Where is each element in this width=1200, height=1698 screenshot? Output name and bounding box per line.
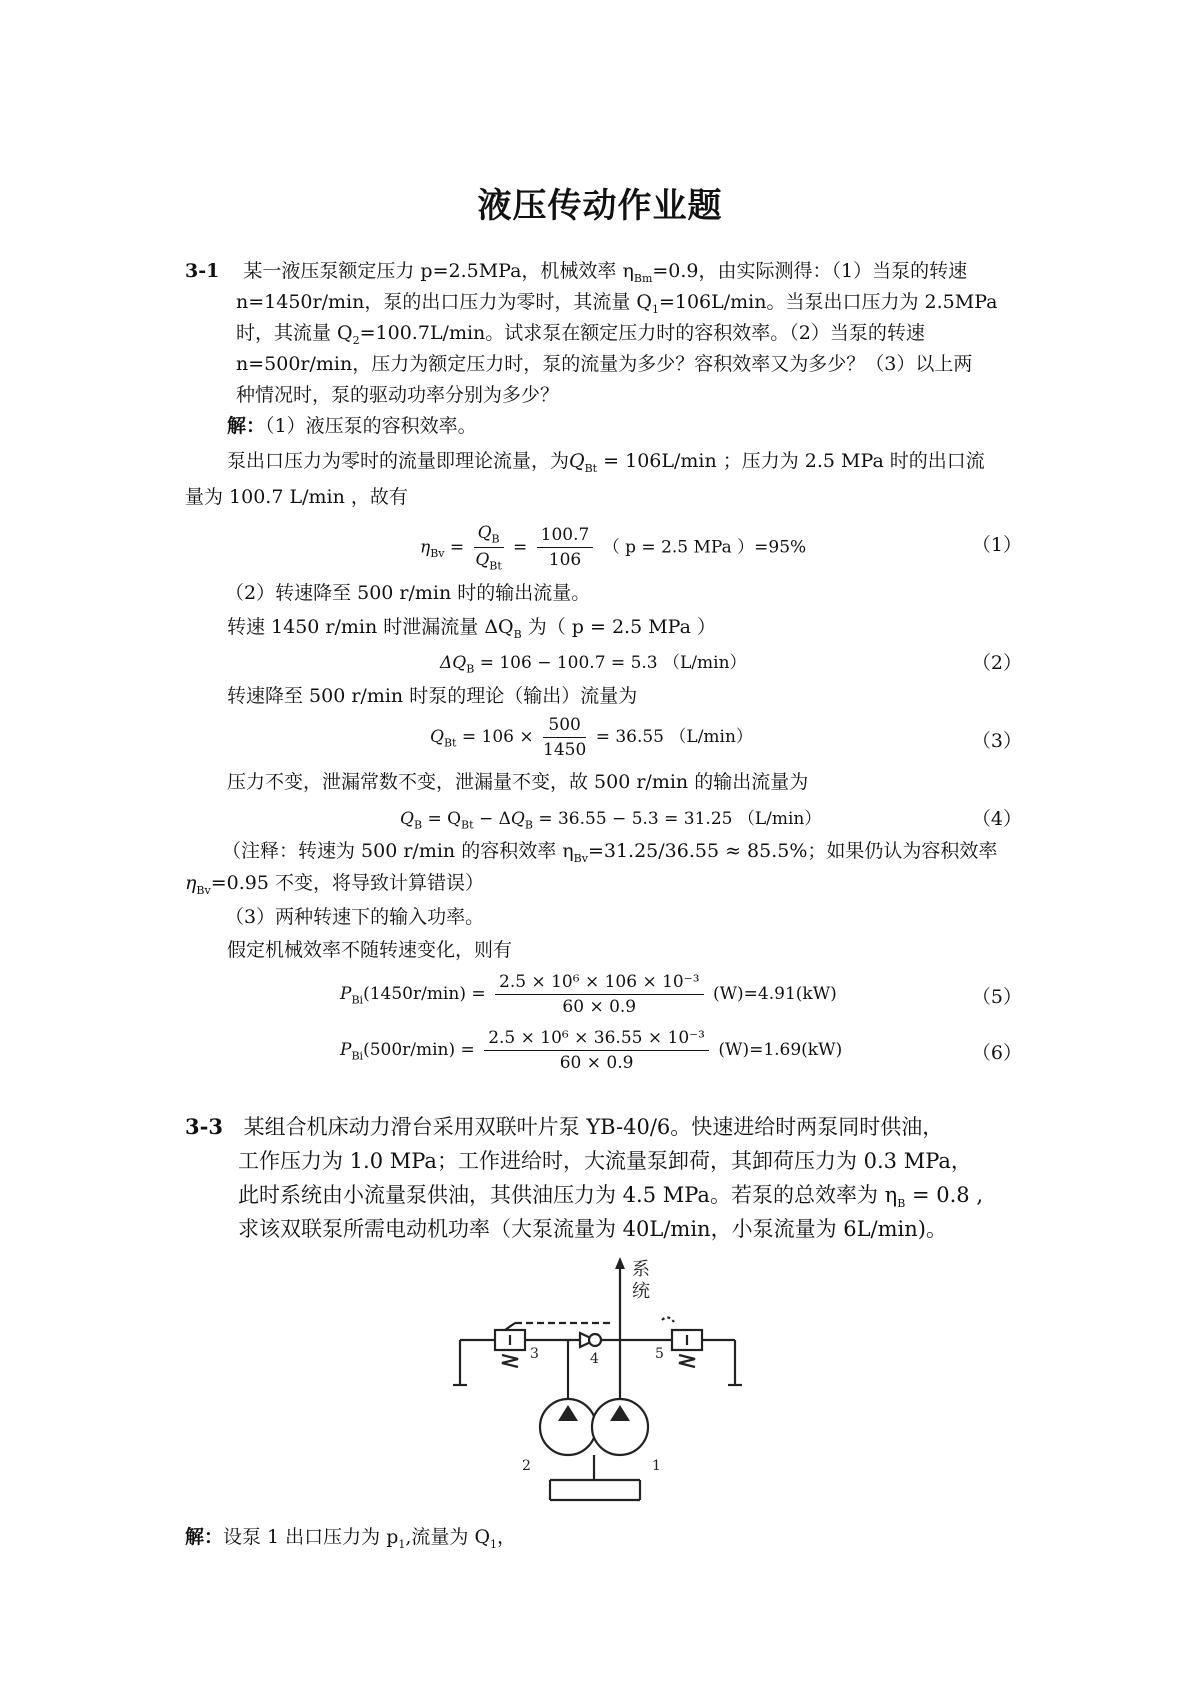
problem-3-3-line-1: 3-3 某组合机床动力滑台采用双联叶片泵 YB-40/6。快速进给时两泵同时供油， [185,1114,944,1139]
equation-number-6: （6） [971,1042,1022,1064]
problem-3-1-line-1: 3-1 某一液压泵额定压力 p=2.5MPa，机械效率 $\eta_{Bm}=0.9$，由实际测得：（1）当泵的转速 [185,260,968,285]
equation-2: $\Delta Q_B = 106 - 100.7 = 5.3$ （L/min） [440,653,747,676]
equation-4: $Q_B = Q_{Bt} - \Delta Q_B = 36.55 - 5.3 = 31.25$ （L/min） [400,809,822,832]
solution-line-6: 转速降至 500 r/min 时泵的理论（输出）流量为 [227,685,638,707]
solution-line-3: 量为 100.7 L/min ，故有 [185,486,408,508]
equation-number-1: （1） [971,534,1022,556]
label-4: 4 [590,1351,599,1367]
spring-icon [679,1355,695,1367]
label-5: 5 [655,1346,664,1362]
problem-3-3-line-4: 求该双联泵所需电动机功率（大泵流量为 40L/min，小泵流量为 6L/min)。 [238,1217,947,1241]
system-label: 统 [632,1281,650,1302]
label-1: 1 [652,1458,661,1474]
spring-icon [502,1355,518,1367]
problem-3-3-line-3: 此时系统由小流量泵供油，其供油压力为 4.5 MPa。若泵的总效率为 $\eta_B = 0.8$ , [238,1183,984,1211]
system-label: 系 [632,1259,650,1280]
problem-3-1-line-5: 种情况时，泵的驱动功率分别为多少？ [236,384,560,406]
label-3: 3 [530,1346,539,1362]
equation-number-2: （2） [971,652,1022,674]
equation-1: $\eta_{Bv}$ = $\frac{Q_B}{Q_{Bt}}$ = $\frac{100.7}{106}$ （ p = 2.5 MPa ）=95% [420,523,807,573]
solution-line-11: 假定机械效率不随转速变化，则有 [227,939,513,961]
equation-5: $P_{Bi}(1450r/\min)$ = $\frac{\text{2.5 × 10⁶ × 106 × 10⁻³}}{60 \times 0.9}$ (W)=4.91(kW) [340,972,837,1017]
equation-number-3: （3） [971,730,1022,752]
solution-line-9: $\eta_{Bv}=0.95$ 不变，将导致计算错误） [185,872,484,897]
system-arrow-icon [615,1257,625,1269]
label-2: 2 [522,1458,531,1474]
solution-3-3-line-1: 解：设泵 1 出口压力为 $p_1$,流量为 $Q_1$， [185,1526,517,1551]
equation-3: $Q_{Bt} = 106$ × $\frac{500}{1450}$ = 36.55 （L/min） [430,715,753,760]
hydraulic-circuit-diagram [450,1255,750,1505]
equation-number-5: （5） [971,986,1022,1008]
problem-3-1-line-2: n=1450r/min，泵的出口压力为零时，其流量 $Q_1=106L/\min$。当泵出口压力为 2.5MPa [236,291,998,316]
problem-3-1-line-3: 时，其流量 $Q_2=100.7L/\min$。试求泵在额定压力时的容积效率。（2）当泵的转速 [236,322,925,347]
page-title: 液压传动作业题 [477,186,723,226]
problem-3-1-line-4: n=500r/min，压力为额定压力时，泵的流量为多少？容积效率又为多少？（3）以上两 [236,353,973,375]
problem-3-3-line-2: 工作压力为 1.0 MPa；工作进给时，大流量泵卸荷，其卸荷压力为 0.3 MPa， [238,1149,972,1173]
solution-line-10: （3）两种转速下的输入功率。 [225,906,485,928]
problem-number: 3-1 [185,260,220,282]
solution-line-2: 泵出口压力为零时的流量即理论流量，为$Q_{Bt} = 106L/\min$ ；压力为 2.5 MPa 时的出口流 [227,450,985,475]
solution-line-1: 解：（1）液压泵的容积效率。 [227,415,477,437]
equation-number-4: （4） [971,808,1022,830]
problem-number: 3-3 [185,1114,223,1139]
solution-line-8: （注释：转速为 500 r/min 的容积效率 $\eta_{Bv}=31.25/36.55 \approx 85.5\%$；如果仍认为容积效率 [222,840,998,865]
solution-line-5: 转速 1450 r/min 时泄漏流量 $\Delta Q_B$ 为（ p = 2.5 MPa ） [227,616,716,641]
solution-line-7: 压力不变，泄漏常数不变，泄漏量不变，故 500 r/min 的输出流量为 [227,771,809,793]
equation-6: $P_{Bi}(500r/\min)$ = $\frac{\text{2.5 × 10⁶ × 36.55 × 10⁻³}}{60 \times 0.9}$ (W)=1.69(kW) [340,1028,843,1073]
solution-line-4: （2）转速降至 500 r/min 时的输出流量。 [225,582,591,604]
